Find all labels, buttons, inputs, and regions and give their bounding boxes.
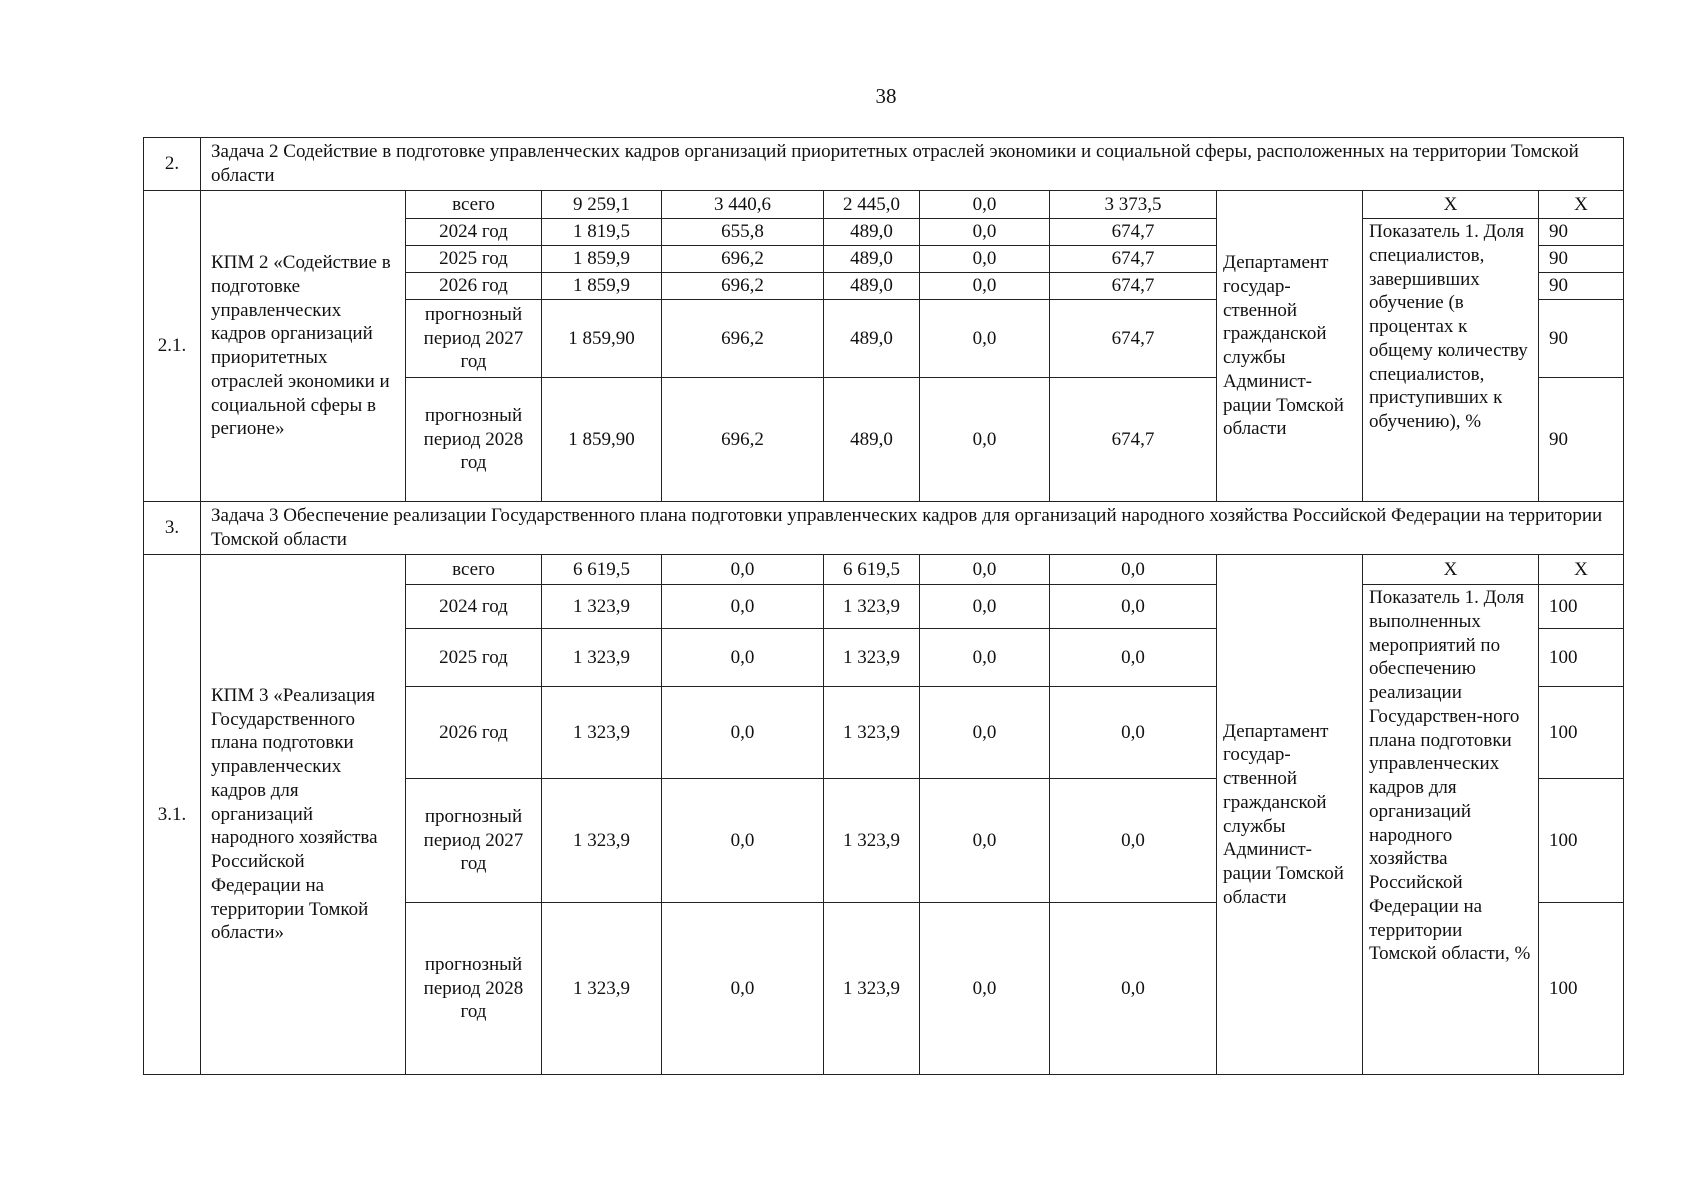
amount-cell: 1 323,9	[824, 585, 920, 629]
amount-cell: 0,0	[1050, 903, 1217, 1075]
task-number: 2.	[144, 138, 201, 191]
amount-cell: 1 323,9	[542, 903, 662, 1075]
amount-cell: 674,7	[1050, 219, 1217, 246]
amount-cell: 0,0	[920, 903, 1050, 1075]
amount-cell: 674,7	[1050, 300, 1217, 378]
period-cell: 2025 год	[406, 246, 542, 273]
amount-cell: 1 323,9	[542, 585, 662, 629]
amount-cell: 6 619,5	[542, 555, 662, 585]
indicator-value-cell: 100	[1539, 687, 1624, 779]
amount-cell: 6 619,5	[824, 555, 920, 585]
period-cell: прогнозный период 2027 год	[406, 300, 542, 378]
amount-cell: 1 323,9	[542, 687, 662, 779]
amount-cell: 0,0	[1050, 585, 1217, 629]
amount-cell: 696,2	[662, 246, 824, 273]
indicator-value-cell: 90	[1539, 300, 1624, 378]
indicator-value-cell: 100	[1539, 903, 1624, 1075]
amount-cell: 3 440,6	[662, 191, 824, 219]
amount-cell: 0,0	[920, 779, 1050, 903]
task-row	[144, 138, 1624, 191]
indicator-value-cell: Х	[1539, 555, 1624, 585]
indicator-value-cell: 90	[1539, 273, 1624, 300]
indicator-value-cell: 100	[1539, 779, 1624, 903]
amount-cell: 1 323,9	[824, 903, 920, 1075]
indicator-value-cell: 90	[1539, 219, 1624, 246]
amount-cell: 674,7	[1050, 378, 1217, 502]
task-title: Задача 3 Обеспечение реализации Государственного плана подготовки управленческих кадров для организаций народного хозяйства Российской Федерации на территории Томской области	[201, 502, 1624, 555]
amount-cell: 0,0	[920, 191, 1050, 219]
indicator-value-cell: 90	[1539, 378, 1624, 502]
indicator-cell: Показатель 1. Доля специалистов, завершивших обучение (в процентах к общему количеству специалистов, приступивших к обучению), %	[1363, 219, 1539, 502]
period-cell: прогнозный период 2027 год	[406, 779, 542, 903]
indicator-value-cell: 90	[1539, 246, 1624, 273]
amount-cell: 696,2	[662, 273, 824, 300]
amount-cell: 696,2	[662, 300, 824, 378]
amount-cell: 0,0	[1050, 629, 1217, 687]
amount-cell: 0,0	[662, 585, 824, 629]
amount-cell: 1 859,90	[542, 378, 662, 502]
table-row	[144, 555, 1624, 585]
amount-cell: 0,0	[662, 687, 824, 779]
period-cell: прогнозный период 2028 год	[406, 378, 542, 502]
item-name: КПМ 2 «Содействие в подготовке управленческих кадров организаций приоритетных отраслей экономики и социальной сферы в регионе»	[201, 191, 406, 502]
amount-cell: 489,0	[824, 378, 920, 502]
amount-cell: 0,0	[920, 585, 1050, 629]
amount-cell: 674,7	[1050, 273, 1217, 300]
amount-cell: 0,0	[1050, 687, 1217, 779]
amount-cell: 1 323,9	[824, 779, 920, 903]
amount-cell: 0,0	[920, 273, 1050, 300]
amount-cell: 0,0	[920, 687, 1050, 779]
amount-cell: 1 323,9	[542, 629, 662, 687]
period-cell: прогнозный период 2028 год	[406, 903, 542, 1075]
period-cell: 2026 год	[406, 273, 542, 300]
amount-cell: 0,0	[1050, 779, 1217, 903]
amount-cell: 489,0	[824, 273, 920, 300]
period-cell: 2026 год	[406, 687, 542, 779]
indicator-value-cell: Х	[1539, 191, 1624, 219]
amount-cell: 489,0	[824, 300, 920, 378]
table-row	[144, 191, 1624, 219]
task-row	[144, 502, 1624, 555]
responsible-cell: Департамент государ-ственной гражданской службы Админист-рации Томской области	[1217, 191, 1363, 502]
amount-cell: 0,0	[662, 629, 824, 687]
amount-cell: 1 323,9	[542, 779, 662, 903]
amount-cell: 0,0	[920, 555, 1050, 585]
item-number: 2.1.	[144, 191, 201, 502]
amount-cell: 0,0	[662, 555, 824, 585]
responsible-cell: Департамент государ-ственной гражданской службы Админист-рации Томской области	[1217, 555, 1363, 1075]
amount-cell: 0,0	[920, 378, 1050, 502]
indicator-cell: Показатель 1. Доля выполненных мероприятий по обеспечению реализации Государствен-ного плана подготовки управленческих кадров для организаций народного хозяйства Российской Федерации на территории Томской области, %	[1363, 585, 1539, 1075]
amount-cell: 0,0	[920, 629, 1050, 687]
period-cell: всего	[406, 191, 542, 219]
amount-cell: 1 859,9	[542, 246, 662, 273]
amount-cell: 1 859,9	[542, 273, 662, 300]
amount-cell: 1 819,5	[542, 219, 662, 246]
task-number: 3.	[144, 502, 201, 555]
amount-cell: 674,7	[1050, 246, 1217, 273]
amount-cell: 696,2	[662, 378, 824, 502]
amount-cell: 655,8	[662, 219, 824, 246]
amount-cell: 0,0	[662, 779, 824, 903]
amount-cell: 489,0	[824, 219, 920, 246]
amount-cell: 3 373,5	[1050, 191, 1217, 219]
period-cell: всего	[406, 555, 542, 585]
amount-cell: 0,0	[1050, 555, 1217, 585]
program-table	[143, 137, 1624, 1075]
amount-cell: 1 323,9	[824, 687, 920, 779]
amount-cell: 1 859,90	[542, 300, 662, 378]
task-title: Задача 2 Содействие в подготовке управленческих кадров организаций приоритетных отраслей экономики и социальной сферы, расположенных на территории Томской области	[201, 138, 1624, 191]
item-name: КПМ 3 «Реализация Государственного плана подготовки управленческих кадров для организаций народного хозяйства Российской Федерации на территории Томкой области»	[201, 555, 406, 1075]
indicator-x-cell: Х	[1363, 555, 1539, 585]
indicator-x-cell: Х	[1363, 191, 1539, 219]
amount-cell: 0,0	[920, 300, 1050, 378]
amount-cell: 1 323,9	[824, 629, 920, 687]
period-cell: 2024 год	[406, 585, 542, 629]
indicator-value-cell: 100	[1539, 629, 1624, 687]
page-number: 38	[875, 84, 897, 108]
period-cell: 2025 год	[406, 629, 542, 687]
amount-cell: 9 259,1	[542, 191, 662, 219]
amount-cell: 0,0	[920, 219, 1050, 246]
indicator-value-cell: 100	[1539, 585, 1624, 629]
period-cell: 2024 год	[406, 219, 542, 246]
amount-cell: 489,0	[824, 246, 920, 273]
amount-cell: 0,0	[662, 903, 824, 1075]
amount-cell: 2 445,0	[824, 191, 920, 219]
amount-cell: 0,0	[920, 246, 1050, 273]
item-number: 3.1.	[144, 555, 201, 1075]
